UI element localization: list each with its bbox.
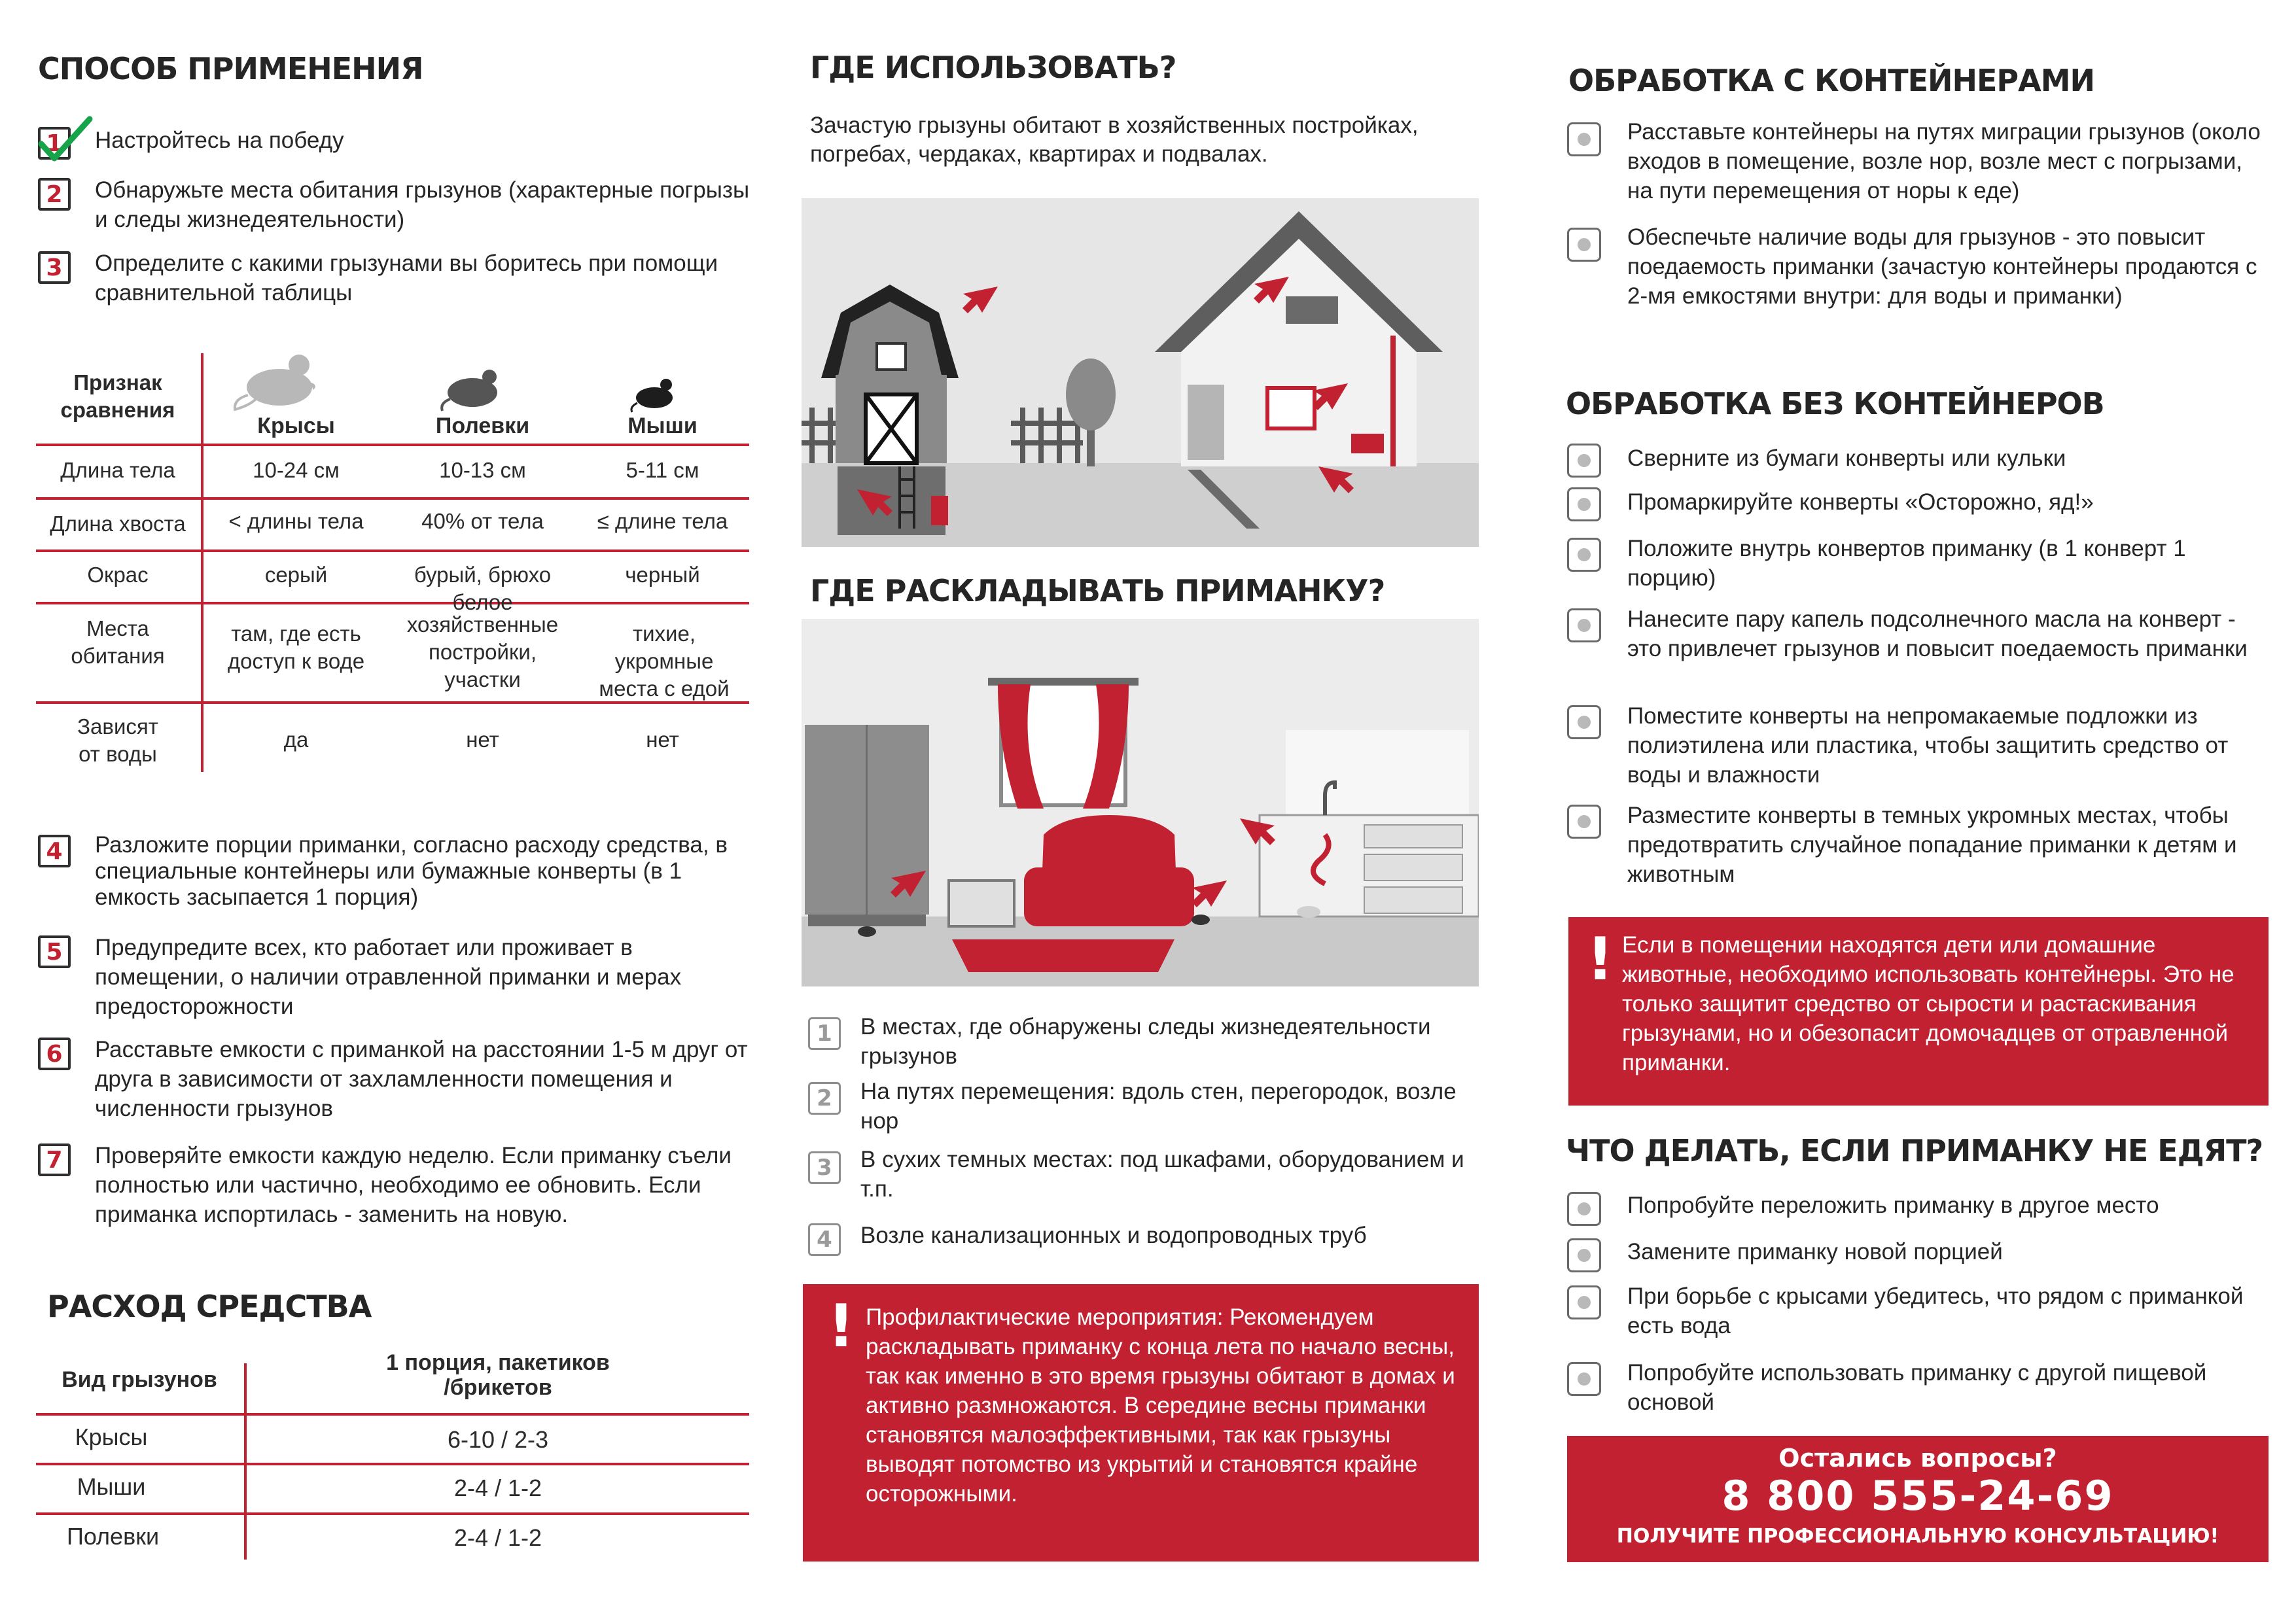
- step-text: Проверяйте емкости каждую неделю. Если приманку съели полностью или частично, необходимо ее обновить. Если приманка испортилась - заменить на новую.: [95, 1143, 732, 1227]
- step-number: 2: [38, 178, 71, 211]
- houses-illustration: [802, 198, 1479, 547]
- not-eating-text: Попробуйте переложить приманку в другое место: [1627, 1193, 2159, 1218]
- row-label: Длина хвоста: [50, 512, 186, 536]
- rate-row-name: Полевки: [66, 1523, 160, 1550]
- rate-row-value: 2-4 / 1-2: [453, 1475, 542, 1501]
- table-cell: тихие, укромные места с едой: [599, 621, 730, 701]
- no-containers-title: ОБРАБОТКА БЕЗ КОНТЕЙНЕРОВ: [1566, 386, 2104, 421]
- bullet-icon: [1567, 122, 1601, 156]
- no-container-text: Нанесите пару капель подсолнечного масла на конверт - это привлечет грызунов и повысит поедаемость приманки: [1627, 606, 2248, 661]
- table-cell: там, где есть доступ к воде: [227, 621, 365, 673]
- no-container-text: Поместите конверты на непромакаемые подложки из полиэтилена или пластика, чтобы защитить средство от воды и влажности: [1627, 703, 2229, 788]
- place-number: 3: [808, 1151, 841, 1184]
- step-text: Определите с какими грызунами вы боритесь при помощи сравнительной таблицы: [95, 251, 718, 305]
- place-number: 2: [808, 1082, 841, 1115]
- row-label: Окрас: [87, 563, 149, 587]
- place-text: В сухих темных местах: под шкафами, оборудованием и т.п.: [860, 1147, 1464, 1202]
- bullet-icon: [1567, 228, 1601, 262]
- step-text: Настройтесь на победу: [95, 128, 344, 153]
- row-label: Длина тела: [60, 458, 175, 482]
- rate-row-value: 6-10 / 2-3: [447, 1426, 549, 1453]
- table-cell: ≤ длине тела: [597, 509, 728, 533]
- rate-row-name: Мыши: [77, 1473, 146, 1500]
- bullet-icon: [1567, 805, 1601, 839]
- contact-question: Остались вопросы?: [1778, 1444, 2057, 1473]
- comparison-table: [36, 353, 749, 778]
- warning-text: Если в помещении находятся дети или домашние животные, необходимо использовать контейнеры. Это не только защитит средство от сырости и растаскивания грызунами, но и обезопасит домочадцев от отравленной приманки.: [1622, 932, 2234, 1075]
- table-cell: 5-11 см: [626, 458, 699, 482]
- usage-title: СПОСОБ ПРИМЕНЕНИЯ: [38, 51, 423, 86]
- column-header-rats: Крысы: [257, 413, 335, 438]
- not-eating-text: Попробуйте использовать приманку с другой пищевой основой: [1627, 1360, 2207, 1415]
- table-cell: 10-13 см: [439, 458, 526, 482]
- no-container-text: Промаркируйте конверты «Осторожно, яд!»: [1627, 489, 2094, 515]
- rat-icon: [232, 353, 324, 412]
- table-cell: черный: [625, 563, 700, 587]
- table-cell: бурый, брюхо белое: [414, 563, 552, 614]
- place-item-3: [808, 1147, 1489, 1217]
- place-text: Возле канализационных и водопроводных труб: [860, 1223, 1367, 1248]
- exclamation-icon: !: [1587, 925, 1614, 994]
- column-header-mice: Мыши: [627, 413, 698, 438]
- place-text: В местах, где обнаружены следы жизнедеятельности грызунов: [860, 1014, 1431, 1069]
- exclamation-icon: !: [828, 1292, 855, 1361]
- bullet-icon: [1567, 487, 1601, 521]
- place-item-1: [808, 1014, 1489, 1083]
- bullet-icon: [1567, 538, 1601, 572]
- prevention-notice: [803, 1284, 1479, 1562]
- container-text: Расставьте контейнеры на путях миграции грызунов (около входов в помещение, возле нор, возле мест с погрызами, на пути перемещения от норы к еде): [1627, 119, 2261, 203]
- notice-text: Профилактические мероприятия: Рекомендуем раскладывать приманку с конца лета по начало весны, так как именно в это время грызуны обитают в домах и активно размножаются. В середине весны приманки становятся малоэффективными, так как грызуны выводят потомство из укрытий и становятся крайне осторожными.: [866, 1304, 1455, 1507]
- checkmark-icon: [36, 115, 95, 167]
- step-number: 7: [38, 1143, 71, 1176]
- no-container-text: Положите внутрь конвертов приманку (в 1 конверт 1 порцию): [1627, 536, 2186, 591]
- rate-header-species: Вид грызунов: [62, 1367, 217, 1392]
- room-illustration: [802, 619, 1479, 986]
- step-number: 3: [38, 251, 71, 284]
- houses-drawing: [802, 198, 1479, 547]
- row-label: Места обитания: [71, 616, 165, 668]
- bullet-icon: [1567, 1238, 1601, 1272]
- container-text: Обеспечьте наличие воды для грызунов - это повысит поедаемость приманки (зачастую контейнеры продаются с 2-мя емкостями внутри: для воды и приманки): [1627, 224, 2257, 309]
- place-number: 1: [808, 1017, 841, 1050]
- column-header-voles: Полевки: [435, 413, 530, 438]
- not-eating-text: При борьбе с крысами убедитесь, что рядом с приманкой есть вода: [1627, 1283, 2244, 1338]
- table-corner: Признак сравнения: [60, 370, 175, 422]
- bullet-icon: [1567, 1285, 1601, 1319]
- where-place-title: ГДЕ РАСКЛАДЫВАТЬ ПРИМАНКУ?: [810, 573, 1385, 608]
- where-use-title: ГДЕ ИСПОЛЬЗОВАТЬ?: [810, 50, 1176, 85]
- rate-header-portion: 1 порция, пакетиков /брикетов: [386, 1350, 610, 1400]
- bullet-icon: [1567, 1192, 1601, 1226]
- table-cell: < длины тела: [228, 509, 364, 533]
- children-warning: [1568, 917, 2269, 1106]
- rate-row-value: 2-4 / 1-2: [453, 1524, 542, 1551]
- rate-title: РАСХОД СРЕДСТВА: [47, 1289, 372, 1324]
- step-text: Обнаружьте места обитания грызунов (характерные погрызы и следы жизнедеятельности): [95, 177, 750, 232]
- room-drawing: [802, 619, 1479, 986]
- bullet-icon: [1567, 608, 1601, 642]
- table-cell: серый: [264, 563, 328, 587]
- contact-banner: [1567, 1436, 2269, 1562]
- place-item-2: [808, 1079, 1489, 1147]
- where-use-intro: Зачастую грызуны обитают в хозяйственных постройках, погребах, чердаках, квартирах и подвалах.: [810, 113, 1419, 167]
- row-label: Зависят от воды: [77, 714, 158, 766]
- place-number: 4: [808, 1223, 841, 1256]
- table-cell: хозяйственные постройки, участки: [406, 612, 559, 691]
- step-number: 6: [38, 1038, 71, 1070]
- step-number: 1: [38, 127, 71, 160]
- place-text: На путях перемещения: вдоль стен, перегородок, возле нор: [860, 1079, 1457, 1134]
- containers-title: ОБРАБОТКА С КОНТЕЙНЕРАМИ: [1568, 63, 2095, 98]
- mouse-icon: [628, 377, 680, 413]
- table-cell: нет: [466, 727, 499, 752]
- bullet-icon: [1567, 705, 1601, 739]
- no-container-text: Сверните из бумаги конверты или кульки: [1627, 445, 2066, 471]
- rate-table: [36, 1348, 749, 1570]
- step-number: 4: [38, 835, 71, 867]
- no-container-text: Разместите конверты в темных укромных местах, чтобы предотвратить случайное попадание приманки к детям и животным: [1627, 803, 2237, 887]
- table-cell: 10-24 см: [253, 458, 340, 482]
- not-eating-title: ЧТО ДЕЛАТЬ, ЕСЛИ ПРИМАНКУ НЕ ЕДЯТ?: [1566, 1133, 2263, 1168]
- place-item-4: [808, 1223, 1489, 1263]
- table-cell: 40% от тела: [421, 509, 544, 533]
- bullet-icon: [1567, 444, 1601, 478]
- not-eating-text: Замените приманку новой порцией: [1627, 1239, 2003, 1265]
- table-cell: нет: [646, 727, 679, 752]
- step-text: Разложите порции приманки, согласно расходу средства, в специальные контейнеры или бумажные конверты (в 1 емкость засыпается 1 порция): [95, 832, 728, 910]
- contact-phone[interactable]: 8 800 555-24-69: [1722, 1472, 2114, 1520]
- vole-icon: [438, 366, 510, 412]
- table-cell: да: [283, 727, 309, 752]
- step-text: Предупредите всех, кто работает или проживает в помещении, о наличии отравленной приманки и мерах предосторожности: [95, 935, 682, 1019]
- contact-consultation: ПОЛУЧИТЕ ПРОФЕССИОНАЛЬНУЮ КОНСУЛЬТАЦИЮ!: [1616, 1525, 2219, 1548]
- step-text: Расставьте емкости с приманкой на расстоянии 1-5 м друг от друга в зависимости от захламленности помещения и численности грызунов: [95, 1037, 748, 1121]
- step-number: 5: [38, 935, 71, 968]
- bullet-icon: [1567, 1362, 1601, 1396]
- rate-row-name: Крысы: [75, 1423, 148, 1450]
